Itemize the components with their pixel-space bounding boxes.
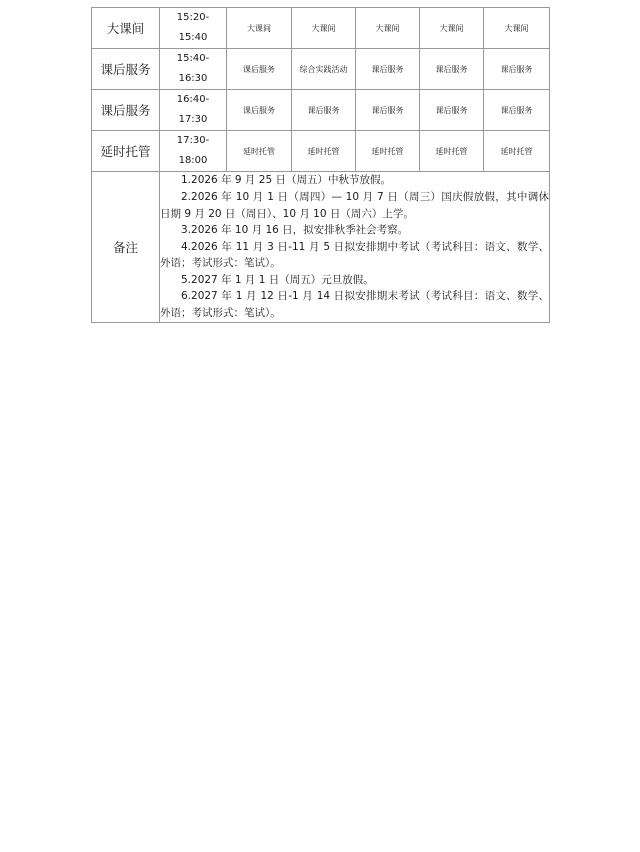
schedule-cell: 课后服务 (484, 49, 550, 90)
time-start: 16:40- (176, 94, 210, 105)
schedule-cell: 大课间 (292, 8, 356, 49)
schedule-cell: 大课间 (227, 8, 292, 49)
time-end: 18:00 (178, 155, 208, 166)
schedule-cell: 延时托管 (420, 131, 484, 172)
period-label: 课后服务 (92, 49, 160, 90)
schedule-cell: 课后服务 (292, 90, 356, 131)
schedule-cell: 延时托管 (227, 131, 292, 172)
period-time (160, 131, 227, 172)
remark-item: 4.2026 年 11 月 3 日-11 月 5 日拟安排期中考试（考试科目：语文、数学、外语；考试形式：笔试）。 (160, 240, 549, 270)
schedule-cell: 延时托管 (356, 131, 420, 172)
table-row (92, 49, 550, 90)
time-end: 17:30 (178, 114, 208, 125)
period-label: 延时托管 (92, 131, 160, 172)
time-start: 15:20- (176, 12, 210, 23)
schedule-cell: 课后服务 (227, 90, 292, 131)
time-end: 15:40 (178, 32, 208, 43)
remark-item: 6.2027 年 1 月 12 日-1 月 14 日拟安排期末考试（考试科目：语文、数学、外语；考试形式：笔试）。 (160, 290, 549, 320)
period-time (160, 49, 227, 90)
table-row (92, 131, 550, 172)
time-end: 16:30 (178, 73, 208, 84)
time-start: 17:30- (176, 135, 210, 146)
schedule-cell: 课后服务 (420, 49, 484, 90)
remark-item: 1.2026 年 9 月 25 日（周五）中秋节放假。 (181, 174, 391, 187)
table-row (92, 90, 550, 131)
period-time (160, 8, 227, 49)
schedule-cell: 延时托管 (292, 131, 356, 172)
schedule-table (91, 7, 550, 323)
schedule-cell: 综合实践活动 (292, 49, 356, 90)
remark-item: 3.2026 年 10 月 16 日，拟安排秋季社会考察。 (181, 224, 409, 237)
schedule-cell: 大课间 (420, 8, 484, 49)
remark-item: 2.2026 年 10 月 1 日（周四）— 10 月 7 日（周三）国庆假放假，其中调休日期 9 月 20 日（周日）、10 月 10 日（周六）上学。 (160, 190, 549, 220)
time-start: 15:40- (176, 53, 210, 64)
schedule-cell: 课后服务 (484, 90, 550, 131)
schedule-cell: 课后服务 (420, 90, 484, 131)
period-label: 课后服务 (92, 90, 160, 131)
remarks-content (160, 172, 550, 323)
period-label: 大课间 (92, 8, 160, 49)
remarks-label: 备注 (92, 172, 160, 323)
schedule-cell: 课后服务 (227, 49, 292, 90)
period-time (160, 90, 227, 131)
schedule-cell: 大课间 (484, 8, 550, 49)
schedule-cell: 延时托管 (484, 131, 550, 172)
remarks-row (92, 172, 550, 323)
schedule-cell: 课后服务 (356, 49, 420, 90)
schedule-cell: 课后服务 (356, 90, 420, 131)
schedule-cell: 大课间 (356, 8, 420, 49)
table-row (92, 8, 550, 49)
remark-item: 5.2027 年 1 月 1 日（周五）元旦放假。 (181, 273, 374, 286)
